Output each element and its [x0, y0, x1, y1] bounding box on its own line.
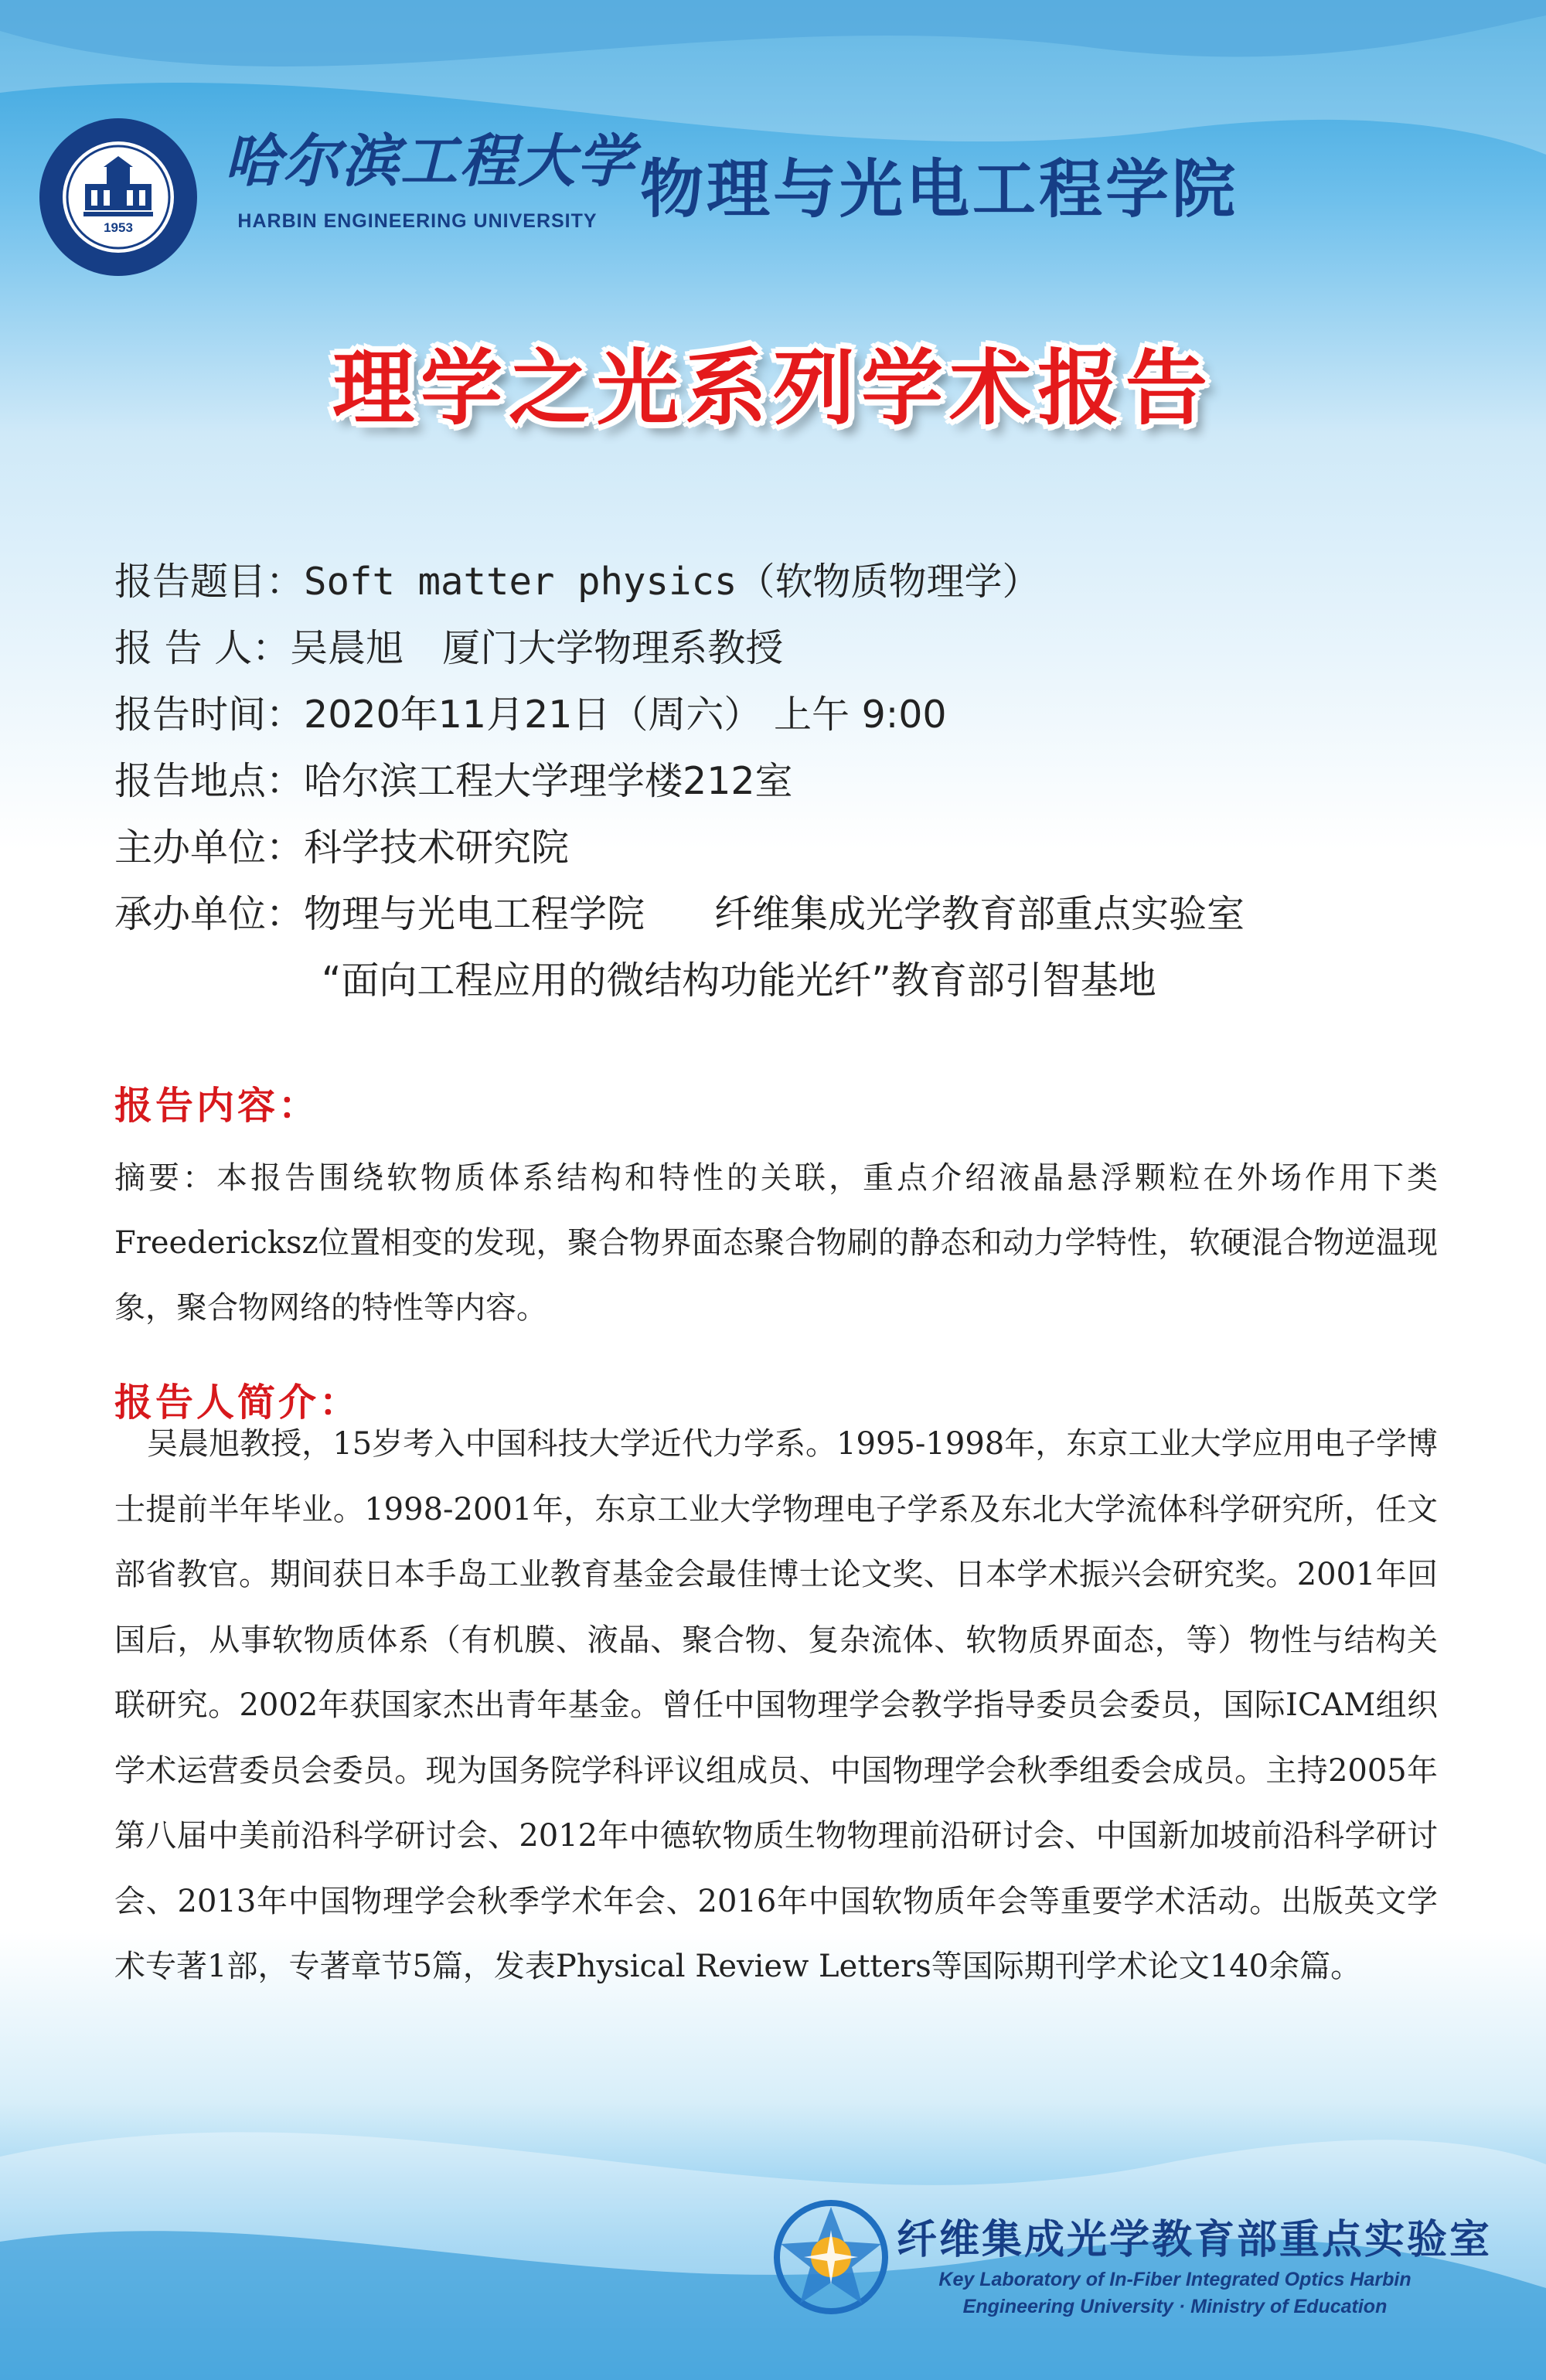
organizer-label: 承办单位： [114, 892, 305, 936]
organizer-value-1: 物理与光电工程学院 [304, 892, 645, 936]
info-row-host [114, 815, 1506, 881]
logo-year: 1953 [104, 220, 133, 235]
lab-name-cn: 纤维集成光学教育部重点实验室 [897, 2217, 1493, 2263]
info-row-time [114, 682, 1506, 748]
abstract-text: 摘要：本报告围绕软物质体系结构和特性的关联，重点介绍液晶悬浮颗粒在外场作用下类Freedericksz位置相变的发现，聚合物界面态聚合物刷的静态和动力学特性，软硬混合物逆温现象，聚合物网络的特性等内容。 [114, 1160, 1438, 1326]
location-label: 报告地点： [114, 759, 305, 803]
info-row-speaker [114, 615, 1506, 682]
title-value: Soft matter physics（软物质物理学） [304, 560, 1040, 604]
organizer-value-2: 纤维集成光学教育部重点实验室 [714, 892, 1245, 936]
location-value: 哈尔滨工程大学理学楼212室 [304, 759, 793, 803]
lab-name-en-line2: Engineering University · Ministry of Education [962, 2296, 1388, 2317]
info-row-title [114, 549, 1506, 615]
university-name-en: HARBIN ENGINEERING UNIVERSITY [237, 210, 598, 232]
series-title: 理学之光系列学术报告 [332, 341, 1214, 436]
lab-name-en-line1: Key Laboratory of In-Fiber Integrated Optics Harbin [938, 2269, 1411, 2290]
info-row-organizer [114, 881, 1506, 948]
host-value: 科学技术研究院 [304, 826, 570, 870]
info-row-location [114, 748, 1506, 815]
content-heading: 报告内容： [114, 1084, 320, 1128]
info-row-organizer-2 [114, 948, 1506, 1014]
school-name: 物理与光电工程学院 [640, 153, 1239, 226]
organizer-value-3: “面向工程应用的微结构功能光纤”教育部引智基地 [322, 958, 1156, 1003]
bio-heading: 报告人简介： [114, 1381, 361, 1425]
lab-star-logo [773, 2199, 889, 2315]
time-value: 2020年11月21日（周六） 上午 9:00 [304, 693, 947, 737]
title-label: 报告题目： [114, 560, 305, 604]
host-label: 主办单位： [114, 826, 305, 870]
bio-text: 吴晨旭教授，15岁考入中国科技大学近代力学系。1995-1998年，东京工业大学应用电子学博士提前半年毕业。1998-2001年，东京工业大学物理电子学系及东北大学流体科学研究所，任文部省教官。期间获日本手岛工业教育基金会最佳博士论文奖、日本学术振兴会研究奖。2001年回国后，从事软物质体系（有机膜、液晶、聚合物、复杂流体、软物质界面态，等）物性与结构关联研究。2002年获国家杰出青年基金。曾任中国物理学会教学指导委员会委员，国际ICAM组织学术运营委员会委员。现为国务院学科评议组成员、中国物理学会秋季组委会成员。主持2005年第八届中美前沿科学研讨会、2012年中德软物质生物物理前沿研讨会、中国新加坡前沿科学研讨会、2013年中国物理学会秋季学术年会、2016年中国软物质年会等重要学术活动。出版英文学术专著1部，专著章节5篇，发表Physical Review Letters等国际期刊学术论文140余篇。 [114, 1426, 1438, 1984]
speaker-affiliation: 厦门大学物理系教授 [442, 626, 784, 670]
lecture-info [114, 549, 1506, 1014]
university-name-cn: 哈尔滨工程大学 [224, 128, 635, 195]
time-label: 报告时间： [114, 693, 305, 737]
speaker-name: 吴晨旭 [290, 626, 404, 670]
university-seal-logo [37, 116, 199, 278]
speaker-label: 报 告 人： [114, 626, 291, 670]
